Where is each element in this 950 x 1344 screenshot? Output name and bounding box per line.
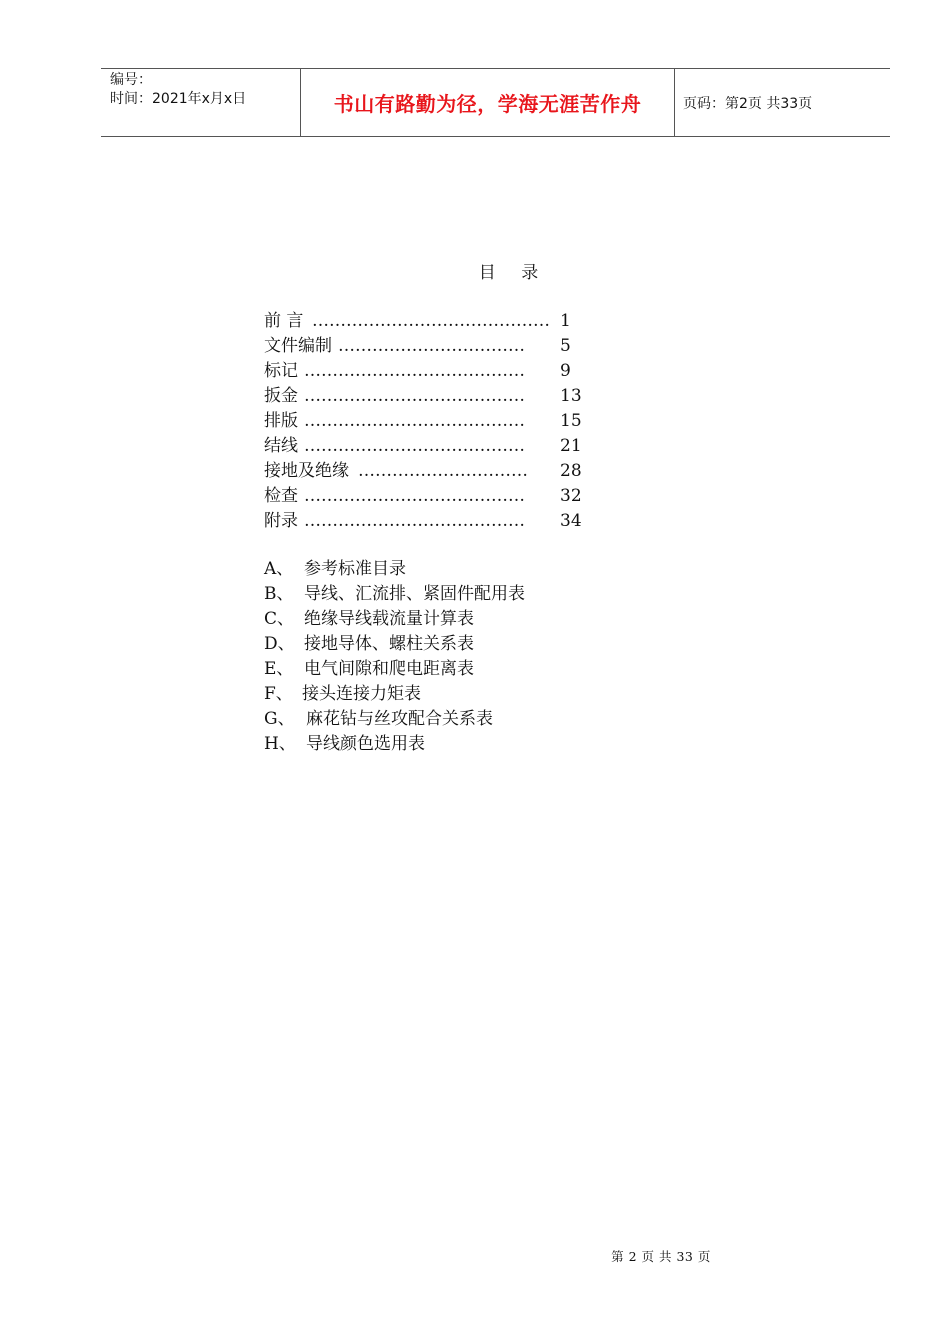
- page-header: [101, 68, 890, 137]
- toc-leader-dots: ……………………………: [338, 336, 525, 356]
- toc-entry-label: 前 言: [264, 311, 304, 331]
- appendix-title: 导线颜色选用表: [306, 734, 425, 754]
- toc-leader-dots: …………………………………: [304, 486, 525, 506]
- toc-title: 目 录: [478, 263, 549, 283]
- toc-entry-label: 接地及绝缘: [264, 461, 349, 481]
- toc-entry-page: 32: [560, 486, 582, 506]
- appendix-title: 接地导体、螺柱关系表: [304, 634, 474, 654]
- appendix-item[interactable]: [264, 707, 525, 732]
- appendix-letter: G、: [264, 709, 295, 729]
- header-page-info: 页码：第2页 共33页: [683, 95, 813, 112]
- header-motto: 书山有路勤为径，学海无涯苦作舟: [301, 69, 675, 136]
- appendix-item[interactable]: [264, 657, 525, 682]
- toc-entry-page: 1: [560, 311, 571, 331]
- toc-entry-page: 21: [560, 436, 582, 456]
- toc-entry-page: 28: [560, 461, 582, 481]
- toc-entry-label: 附录: [264, 511, 298, 531]
- header-meta: [101, 69, 301, 136]
- appendix-item[interactable]: [264, 557, 525, 582]
- toc-leader-dots: …………………………………: [304, 436, 525, 456]
- appendix-letter: B、: [264, 584, 294, 604]
- appendix-letter: H、: [264, 734, 296, 754]
- appendix-title: 绝缘导线载流量计算表: [304, 609, 474, 629]
- toc-entry-label: 排版: [264, 411, 298, 431]
- toc-entry-label: 扳金: [264, 386, 298, 406]
- appendix-title: 接头连接力矩表: [302, 684, 421, 704]
- appendix-item[interactable]: [264, 732, 525, 757]
- appendix-item[interactable]: [264, 682, 525, 707]
- toc-entry-label: 文件编制: [264, 336, 332, 356]
- appendix-title: 导线、汇流排、紧固件配用表: [304, 584, 525, 604]
- appendix-letter: D、: [264, 634, 295, 654]
- document-time-label: 时间：2021年x月x日: [110, 91, 247, 107]
- toc-leader-dots: …………………………………: [304, 361, 525, 381]
- appendix-letter: A、: [264, 559, 294, 579]
- toc-entry-label: 标记: [264, 361, 298, 381]
- appendix-item[interactable]: [264, 607, 525, 632]
- appendix-title: 参考标准目录: [304, 559, 406, 579]
- appendix-letter: E、: [264, 659, 294, 679]
- toc-entry-label: 检查: [264, 486, 298, 506]
- appendix-letter: F、: [264, 684, 293, 704]
- toc-entry-page: 9: [560, 361, 571, 381]
- toc-entry-page: 34: [560, 511, 582, 531]
- appendix-title: 电气间隙和爬电距离表: [304, 659, 474, 679]
- toc-entry-label: 结线: [264, 436, 298, 456]
- appendix-item[interactable]: [264, 582, 525, 607]
- document-number-label: 编号：: [110, 72, 152, 88]
- appendix-list: [264, 557, 525, 757]
- page-footer: 第 2 页 共 33 页: [611, 1249, 711, 1264]
- appendix-title: 麻花钻与丝攻配合关系表: [306, 709, 493, 729]
- appendix-letter: C、: [264, 609, 295, 629]
- toc-leader-dots: …………………………………: [304, 511, 525, 531]
- appendix-item[interactable]: [264, 632, 525, 657]
- toc-entry-page: 13: [560, 386, 582, 406]
- toc-leader-dots: ……………………………………: [312, 311, 550, 331]
- toc-leader-dots: …………………………………: [304, 386, 525, 406]
- toc-entry-page: 15: [560, 411, 582, 431]
- toc-leader-dots: …………………………………: [304, 411, 525, 431]
- toc-entry-page: 5: [560, 336, 571, 356]
- toc-leader-dots: …………………………: [358, 461, 528, 481]
